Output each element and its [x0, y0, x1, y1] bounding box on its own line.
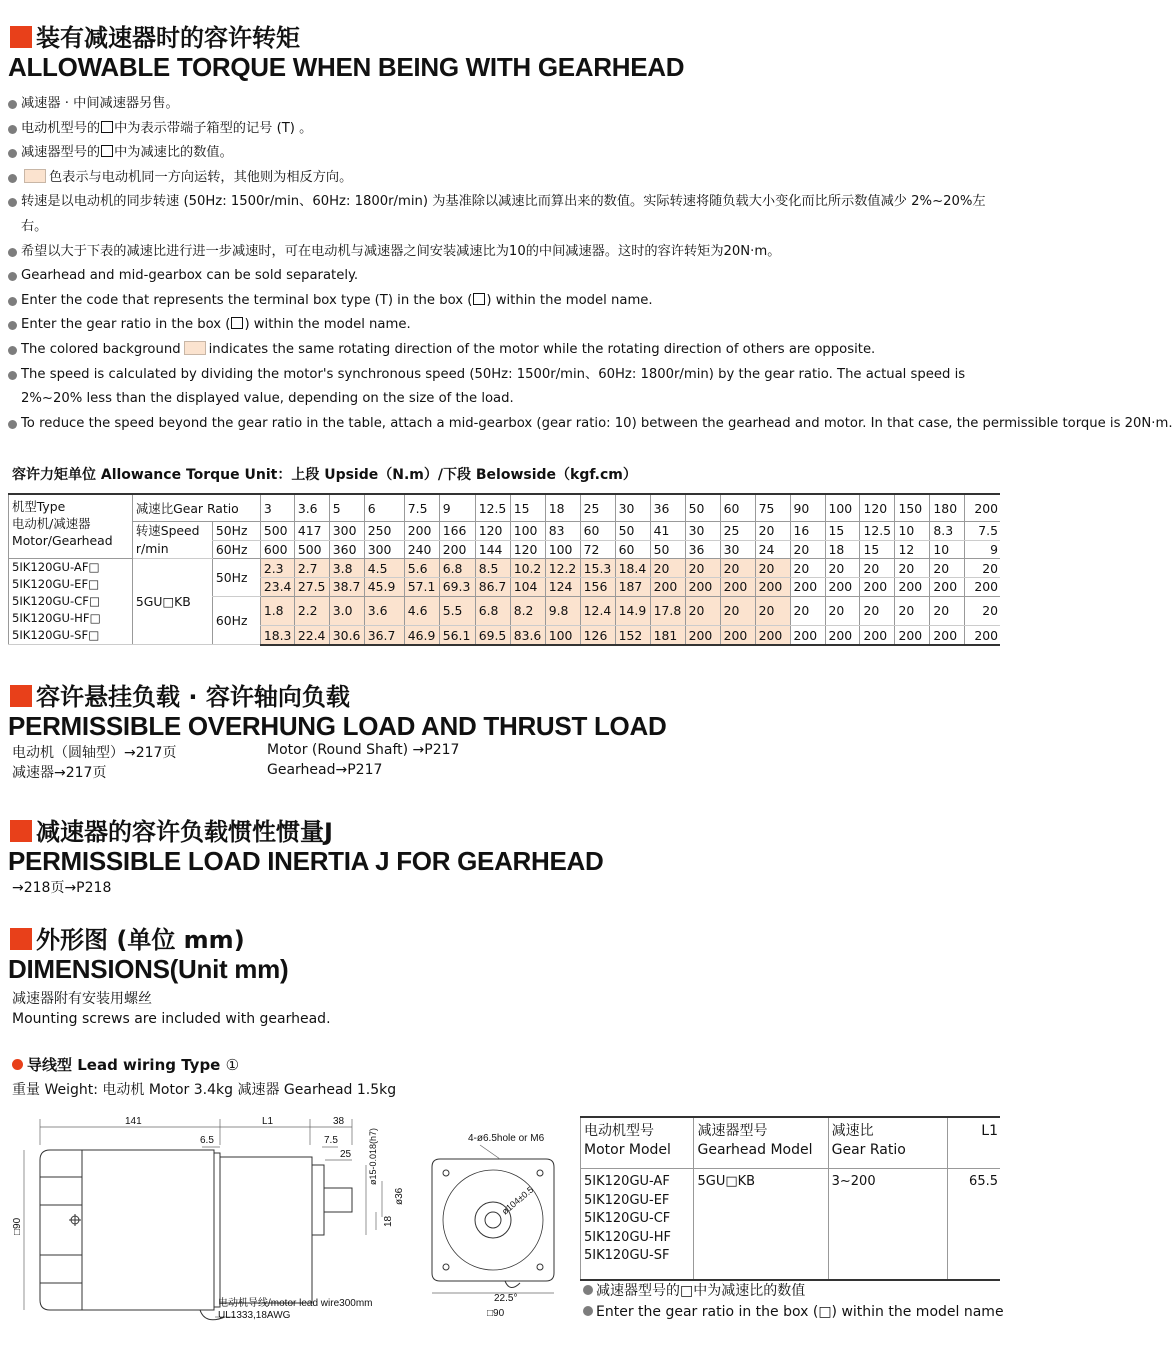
note-cn-3: 减速器型号的 中为减速比的数值。: [8, 141, 993, 166]
torque-value-kgf: 36.7: [364, 626, 404, 645]
torque-value-kgf: 152: [615, 626, 650, 645]
ratio-header: 18: [545, 494, 580, 522]
speed-value: 120: [510, 540, 545, 559]
motor-model: 5IK120GU-AF□: [12, 560, 100, 575]
torque-value-nm: 2.7: [294, 559, 329, 578]
speed-value: 60: [580, 522, 615, 541]
torque-value-kgf: 18.3: [260, 626, 294, 645]
speed-value: 300: [329, 522, 364, 541]
torque-value-kgf: 200: [825, 578, 860, 597]
ratio-header: 200: [965, 494, 1000, 522]
lead-type-heading: 导线型 Lead wiring Type ①: [12, 1054, 239, 1075]
header-l1: L1: [948, 1117, 1000, 1169]
speed-value: 200: [439, 540, 475, 559]
speed-label-cell: [132, 522, 212, 559]
orange-square-icon: [10, 26, 32, 48]
bullet-icon: [583, 1285, 593, 1295]
ratio-header: 25: [580, 494, 615, 522]
motor-model: 5IK120GU-HF: [584, 1229, 671, 1245]
torque-unit-line: 容许力矩单位 Allowance Torque Unit：上段 Upside（N.m）/下段 Belowside（kgf.cm）: [12, 467, 637, 483]
bullet-icon: [8, 272, 17, 281]
torque-value-kgf: 187: [615, 578, 650, 597]
ratio-header: 15: [510, 494, 545, 522]
torque-value-nm: 4.6: [404, 596, 439, 625]
torque-value-nm: 20: [860, 559, 895, 578]
ratio-label-cell: 减速比Gear Ratio: [132, 494, 260, 522]
speed-value: 50: [615, 522, 650, 541]
torque-value-kgf: 46.9: [404, 626, 439, 645]
torque-value-nm: 20: [755, 559, 790, 578]
torque-value-nm: 17.8: [650, 596, 685, 625]
orange-square-icon: [10, 928, 32, 950]
bullet-icon: [8, 174, 17, 183]
speed-label-line: r/min: [135, 541, 169, 557]
speed-value: 12.5: [860, 522, 895, 541]
hole-label: 4-ø6.5hole or M6: [468, 1133, 545, 1144]
torque-value-nm: 20: [720, 559, 755, 578]
ratio-header: 30: [615, 494, 650, 522]
torque-title-en: ALLOWABLE TORQUE WHEN BEING WITH GEARHEAD: [8, 52, 685, 82]
note-en-6: To reduce the speed beyond the gear ratio in the table, attach a mid-gearbox (gear ratio: 10) between the gearhead and motor. In that case, the permissible torque is 20N·m.: [8, 412, 993, 437]
torque-value-nm: 5.5: [439, 596, 475, 625]
pcd-label: ø104±0.5: [499, 1184, 536, 1217]
torque-value-nm: 20: [930, 559, 965, 578]
speed-value: 16: [790, 522, 825, 541]
ratio-header: 150: [895, 494, 930, 522]
torque-value-nm: 3.0: [329, 596, 364, 625]
motor-model: 5IK120GU-HF□: [12, 611, 101, 626]
motor-model-list: [581, 1169, 694, 1281]
ratio-header: 180: [930, 494, 965, 522]
side-view: [24, 1119, 382, 1320]
torque-value-kgf: 200: [685, 578, 720, 597]
speed-value: 360: [329, 540, 364, 559]
torque-value-nm: 20: [720, 596, 755, 625]
dim-18: 18: [383, 1215, 394, 1227]
motor-model: 5IK120GU-CF□: [12, 594, 100, 609]
torque-value-nm: 20: [685, 559, 720, 578]
screws-note-en: Mounting screws are included with gearhead.: [12, 1011, 331, 1027]
bullet-icon: [8, 198, 17, 207]
motor-model: 5IK120GU-SF□: [12, 628, 100, 643]
speed-value: 250: [364, 522, 404, 541]
speed-value: 41: [650, 522, 685, 541]
torque-value-nm: 2.3: [260, 559, 294, 578]
speed-value: 500: [294, 540, 329, 559]
note-en-3: Enter the gear ratio in the box ( ) within the model name.: [8, 313, 993, 338]
type-label-line: 机型Type: [12, 499, 66, 514]
dimensions-title-cn: 外形图 (单位 mm): [10, 920, 245, 955]
speed-value: 100: [510, 522, 545, 541]
notes-list: [8, 92, 1173, 436]
bullet-icon: [8, 371, 17, 380]
speed-value: 83: [545, 522, 580, 541]
torque-value-nm: 10.2: [510, 559, 545, 578]
torque-value-nm: 12.2: [545, 559, 580, 578]
box-icon: [473, 293, 485, 305]
dim-38: 38: [333, 1116, 345, 1127]
speed-value: 15: [860, 540, 895, 559]
ratio-header: 6: [364, 494, 404, 522]
speed-label-line: 转速Speed: [135, 523, 200, 539]
torque-value-nm: 20: [685, 596, 720, 625]
torque-value-nm: 20: [965, 559, 1000, 578]
speed-value: 60: [615, 540, 650, 559]
dim-7-5: 7.5: [324, 1135, 338, 1146]
speed-value: 30: [720, 540, 755, 559]
speed-freq: 50Hz: [212, 522, 260, 541]
speed-value: 417: [294, 522, 329, 541]
speed-value: 72: [580, 540, 615, 559]
motor-model: 5IK120GU-CF: [584, 1211, 671, 1226]
speed-value: 12: [895, 540, 930, 559]
note-cn-6: 希望以大于下表的减速比进行进一步减速时，可在电动机与减速器之间安装减速比为10的中间减速器。这时的容许转矩为20N·m。: [8, 240, 993, 265]
type-label-line: 电动机/减速器: [12, 516, 91, 531]
wire-label-1: 电动机导线/motor lead wire300mm: [218, 1298, 373, 1309]
torque-value-kgf: 156: [580, 578, 615, 597]
torque-value-kgf: 200: [895, 626, 930, 645]
torque-value-nm: 20: [965, 596, 1000, 625]
model-note-cn: 减速器型号的□中为减速比的数值: [583, 1280, 805, 1300]
torque-value-kgf: 200: [755, 626, 790, 645]
torque-value-kgf: 69.5: [475, 626, 510, 645]
note-en-4: The colored background indicates the same rotating direction of the motor while the rotating direction of others are opposite.: [8, 338, 993, 363]
load-title-en: PERMISSIBLE OVERHUNG LOAD AND THRUST LOAD: [8, 711, 667, 741]
torque-value-kgf: 200: [825, 626, 860, 645]
model-note-en: Enter the gear ratio in the box (□) within the model name: [583, 1304, 1004, 1320]
bullet-icon: [8, 321, 17, 330]
torque-value-kgf: 200: [930, 578, 965, 597]
torque-value-kgf: 181: [650, 626, 685, 645]
orange-square-icon: [10, 685, 32, 707]
inertia-title-en: PERMISSIBLE LOAD INERTIA J FOR GEARHEAD: [8, 846, 604, 876]
speed-value: 120: [475, 522, 510, 541]
box-icon: [101, 145, 113, 157]
torque-value-kgf: 86.7: [475, 578, 510, 597]
load-link-motor-cn[interactable]: 电动机（圆轴型）→217页: [12, 745, 177, 761]
bullet-icon: [8, 420, 17, 429]
torque-value-nm: 4.5: [364, 559, 404, 578]
ratio-header: 50: [685, 494, 720, 522]
speed-value: 24: [755, 540, 790, 559]
load-link-gear-en[interactable]: Gearhead→P217: [267, 762, 383, 778]
note-en-1: Gearhead and mid-gearbox can be sold separately.: [8, 264, 993, 289]
torque-value-kgf: 200: [685, 626, 720, 645]
bullet-icon: [8, 248, 17, 257]
dim-shaft-diameter: ø15-0.018(h7): [368, 1127, 378, 1185]
dim-141: 141: [125, 1116, 142, 1127]
speed-value: 30: [685, 522, 720, 541]
torque-value-nm: 2.2: [294, 596, 329, 625]
dim-l1: L1: [262, 1116, 274, 1127]
ratio-header: 100: [825, 494, 860, 522]
dim-90-front: □90: [487, 1308, 505, 1319]
wire-label-2: UL1333,18AWG: [218, 1310, 291, 1321]
l1-value: 65.5: [948, 1169, 1000, 1281]
color-swatch-icon: [184, 341, 206, 355]
ratio-header: 75: [755, 494, 790, 522]
box-icon: [231, 317, 243, 329]
ratio-header: 60: [720, 494, 755, 522]
bullet-icon: [8, 346, 17, 355]
speed-value: 15: [825, 522, 860, 541]
orange-square-icon: [10, 820, 32, 842]
gearhead-model-value: 5GU□KB: [694, 1169, 828, 1281]
torque-value-kgf: 200: [790, 626, 825, 645]
torque-value-nm: 9.8: [545, 596, 580, 625]
torque-value-nm: 20: [825, 559, 860, 578]
torque-value-kgf: 27.5: [294, 578, 329, 597]
torque-freq: 60Hz: [212, 596, 260, 645]
dim-90-side: □90: [12, 1217, 23, 1235]
torque-value-kgf: 124: [545, 578, 580, 597]
torque-title-cn: 装有减速器时的容许转矩: [10, 18, 300, 53]
torque-value-nm: 1.8: [260, 596, 294, 625]
motor-model: 5IK120GU-AF: [584, 1174, 670, 1189]
torque-value-kgf: 200: [965, 626, 1000, 645]
speed-value: 7.5: [965, 522, 1000, 541]
bullet-icon: [583, 1306, 593, 1316]
torque-value-kgf: 200: [720, 578, 755, 597]
speed-value: 200: [404, 522, 439, 541]
bullet-icon: [8, 100, 17, 109]
torque-value-kgf: 100: [545, 626, 580, 645]
torque-value-kgf: 22.4: [294, 626, 329, 645]
weight-line: 重量 Weight: 电动机 Motor 3.4kg 减速器 Gearhead 1.5kg: [12, 1082, 397, 1098]
torque-value-kgf: 200: [720, 626, 755, 645]
torque-value-nm: 6.8: [439, 559, 475, 578]
torque-value-kgf: 200: [650, 578, 685, 597]
note-en-5: The speed is calculated by dividing the motor's synchronous speed (50Hz: 1500r/min、60Hz: 1800r/min) by the gear ratio. The actual speed is 2%~20% less than the displayed value, depending on the size of the load.: [8, 363, 993, 412]
dim-6-5: 6.5: [200, 1135, 214, 1146]
speed-value: 8.3: [930, 522, 965, 541]
speed-value: 240: [404, 540, 439, 559]
inertia-link[interactable]: →218页→P218: [12, 880, 112, 896]
speed-value: 10: [930, 540, 965, 559]
torque-value-kgf: 45.9: [364, 578, 404, 597]
torque-value-nm: 20: [790, 596, 825, 625]
load-link-gear-cn[interactable]: 减速器→217页: [12, 765, 107, 781]
torque-value-kgf: 200: [930, 626, 965, 645]
torque-value-nm: 20: [825, 596, 860, 625]
torque-value-kgf: 104: [510, 578, 545, 597]
model-table: [580, 1116, 1000, 1281]
dimensions-title-en: DIMENSIONS(Unit mm): [8, 954, 289, 984]
screws-note-cn: 减速器附有安装用螺丝: [12, 991, 152, 1007]
torque-value-nm: 5.6: [404, 559, 439, 578]
speed-value: 9: [965, 540, 1000, 559]
motor-model: 5IK120GU-EF: [584, 1192, 670, 1208]
speed-value: 50: [650, 540, 685, 559]
bullet-icon: [8, 125, 17, 134]
speed-value: 100: [545, 540, 580, 559]
torque-value-kgf: 200: [860, 626, 895, 645]
speed-value: 500: [260, 522, 294, 541]
bullet-icon: [8, 149, 17, 158]
torque-value-kgf: 23.4: [260, 578, 294, 597]
ratio-header: 3: [260, 494, 294, 522]
note-cn-2: 电动机型号的 中为表示带端子箱型的记号 (T) 。: [8, 117, 993, 142]
torque-value-nm: 6.8: [475, 596, 510, 625]
speed-value: 20: [790, 540, 825, 559]
speed-freq: 60Hz: [212, 540, 260, 559]
motor-models-cell: [9, 559, 133, 645]
inertia-title-cn: 减速器的容许负载惯性惯量J: [10, 812, 333, 847]
ratio-header: 9: [439, 494, 475, 522]
torque-value-kgf: 56.1: [439, 626, 475, 645]
speed-value: 25: [720, 522, 755, 541]
torque-value-nm: 20: [790, 559, 825, 578]
torque-value-kgf: 83.6: [510, 626, 545, 645]
torque-value-kgf: 30.6: [329, 626, 364, 645]
speed-value: 144: [475, 540, 510, 559]
dimension-drawing: [0, 1105, 570, 1330]
torque-value-nm: 8.5: [475, 559, 510, 578]
torque-value-nm: 20: [650, 559, 685, 578]
torque-value-kgf: 126: [580, 626, 615, 645]
header-motor-model: 电动机型号 Motor Model: [581, 1117, 694, 1169]
speed-value: 36: [685, 540, 720, 559]
speed-value: 20: [755, 522, 790, 541]
dim-36: ø36: [394, 1187, 405, 1205]
ratio-header: 120: [860, 494, 895, 522]
torque-value-kgf: 200: [790, 578, 825, 597]
load-title-cn: 容许悬挂负载 · 容许轴向负载: [10, 677, 350, 712]
ratio-header: 5: [329, 494, 364, 522]
header-gearhead-model: 减速器型号 Gearhead Model: [694, 1117, 828, 1169]
torque-value-nm: 20: [895, 559, 930, 578]
torque-value-kgf: 57.1: [404, 578, 439, 597]
ratio-header: 36: [650, 494, 685, 522]
torque-value-kgf: 38.7: [329, 578, 364, 597]
ratio-header: 90: [790, 494, 825, 522]
color-swatch-icon: [24, 169, 46, 183]
torque-value-nm: 20: [930, 596, 965, 625]
torque-value-nm: 14.9: [615, 596, 650, 625]
load-link-motor-en[interactable]: Motor (Round Shaft) →P217: [267, 742, 460, 758]
speed-value: 300: [364, 540, 404, 559]
speed-value: 18: [825, 540, 860, 559]
torque-value-nm: 15.3: [580, 559, 615, 578]
torque-value-kgf: 200: [895, 578, 930, 597]
type-label-line: Motor/Gearhead: [12, 533, 113, 548]
front-view: [432, 1145, 554, 1293]
gearhead-model-cell: 5GU□KB: [132, 559, 212, 645]
speed-value: 166: [439, 522, 475, 541]
box-icon: [101, 121, 113, 133]
torque-value-nm: 20: [895, 596, 930, 625]
torque-value-kgf: 200: [965, 578, 1000, 597]
dim-25: 25: [340, 1149, 352, 1160]
note-cn-5: 转速是以电动机的同步转速 (50Hz: 1500r/min、60Hz: 1800r/min) 为基准除以减速比而算出来的数值。实际转速将随负载大小变化而比所示数值减少 2%~20%左右。: [8, 190, 993, 239]
type-label-cell: [9, 494, 133, 559]
motor-model: 5IK120GU-SF: [584, 1248, 670, 1263]
note-cn-4: 色表示与电动机同一方向运转，其他则为相反方向。: [8, 166, 993, 191]
torque-value-nm: 12.4: [580, 596, 615, 625]
torque-value-kgf: 200: [860, 578, 895, 597]
torque-table: [8, 493, 1000, 646]
gear-ratio-value: 3~200: [828, 1169, 948, 1281]
note-en-2: Enter the code that represents the terminal box type (T) in the box ( ) within the model name.: [8, 289, 993, 314]
orange-dot-icon: [12, 1059, 23, 1070]
torque-value-nm: 3.6: [364, 596, 404, 625]
bullet-icon: [8, 297, 17, 306]
torque-freq: 50Hz: [212, 559, 260, 596]
motor-model: 5IK120GU-EF□: [12, 577, 100, 592]
torque-value-nm: 20: [860, 596, 895, 625]
ratio-header: 7.5: [404, 494, 439, 522]
torque-value-nm: 18.4: [615, 559, 650, 578]
note-cn-1: 减速器 · 中间减速器另售。: [8, 92, 993, 117]
torque-value-nm: 3.8: [329, 559, 364, 578]
speed-value: 600: [260, 540, 294, 559]
torque-value-nm: 20: [755, 596, 790, 625]
torque-value-nm: 8.2: [510, 596, 545, 625]
ratio-header: 3.6: [294, 494, 329, 522]
speed-value: 10: [895, 522, 930, 541]
header-gear-ratio: 减速比 Gear Ratio: [828, 1117, 948, 1169]
ratio-header: 12.5: [475, 494, 510, 522]
angle-label: 22.5°: [494, 1293, 518, 1304]
torque-value-kgf: 200: [755, 578, 790, 597]
torque-value-kgf: 69.3: [439, 578, 475, 597]
